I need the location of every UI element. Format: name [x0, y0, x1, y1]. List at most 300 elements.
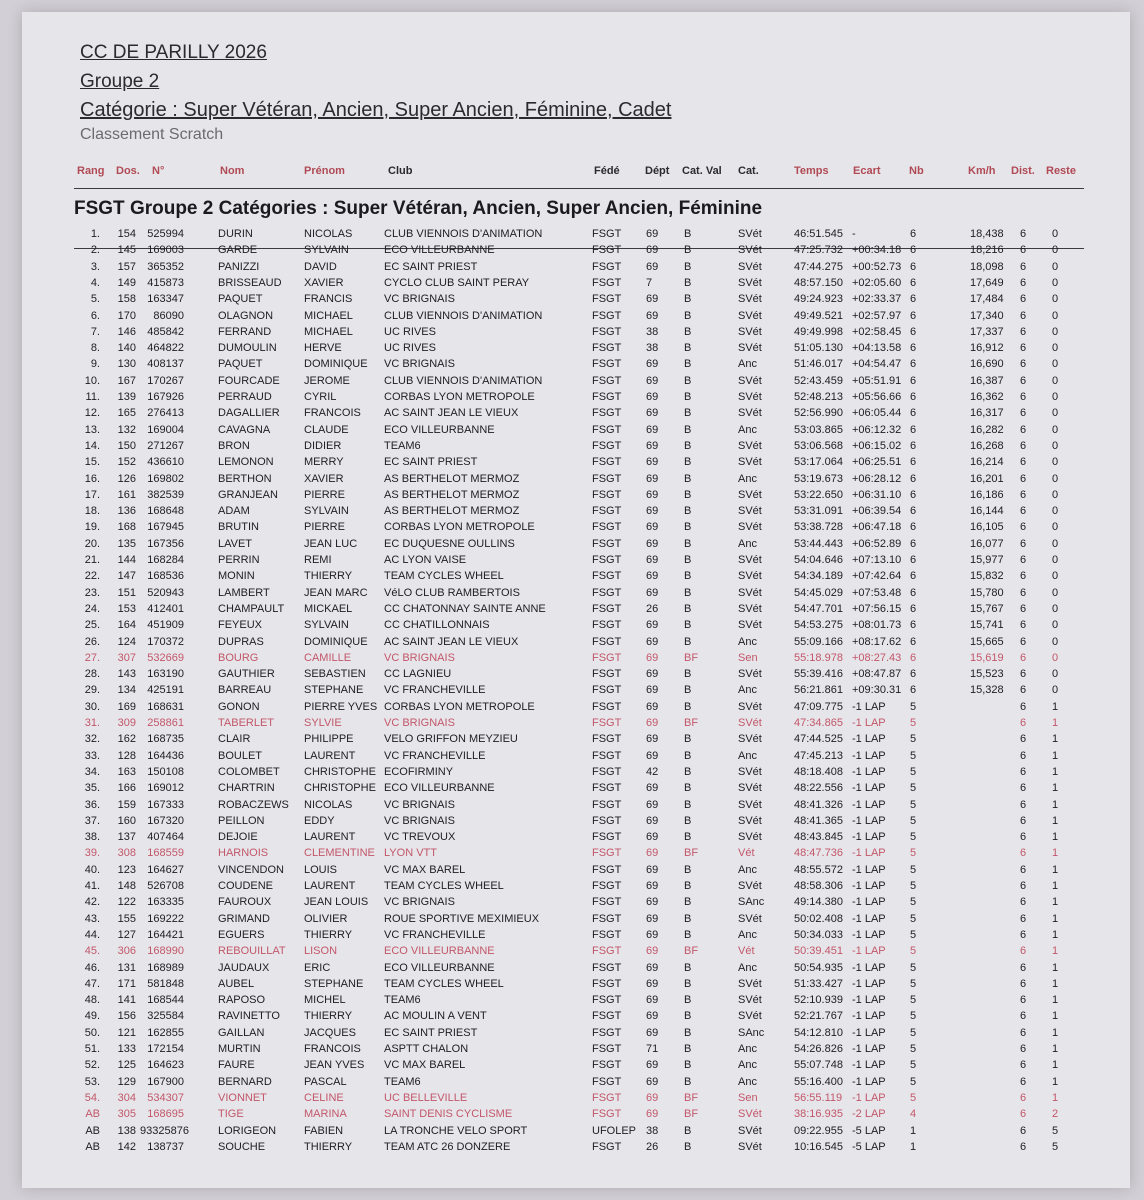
- cell-catval: B: [684, 473, 692, 485]
- cell-cat: SVét: [738, 701, 762, 713]
- cell-dos: 142: [117, 1141, 136, 1153]
- cell-dept: 69: [646, 521, 659, 533]
- cell-club: TEAM6: [384, 994, 421, 1006]
- cell-num: 168989: [147, 962, 184, 974]
- table-row: [22, 1139, 1130, 1155]
- cell-dos: 134: [117, 684, 136, 696]
- cell-cat: SVét: [738, 391, 762, 403]
- cell-dist: 6: [1020, 277, 1027, 289]
- cell-dept: 69: [646, 473, 659, 485]
- cell-nb: 1: [910, 1125, 917, 1137]
- cell-reste: 0: [1052, 619, 1059, 631]
- cell-club: VC BRIGNAIS: [384, 815, 455, 827]
- cell-reste: 1: [1052, 766, 1059, 778]
- cell-cat: SVét: [738, 619, 762, 631]
- cell-prenom: PIERRE: [304, 521, 345, 533]
- cell-dos: 171: [117, 978, 136, 990]
- cell-prenom: LOUIS: [304, 864, 338, 876]
- cell-nom: BARREAU: [218, 684, 272, 696]
- table-row: [22, 356, 1130, 372]
- cell-temps: 53:17.064: [794, 456, 843, 468]
- cell-temps: 56:55.119: [794, 1092, 843, 1104]
- table-row: [22, 682, 1130, 698]
- cell-dist: 6: [1020, 929, 1027, 941]
- cell-dist: 6: [1020, 456, 1027, 468]
- cell-catval: B: [684, 668, 692, 680]
- cell-rang: 25.: [84, 619, 100, 631]
- cell-kmh: 18,098: [970, 261, 1004, 273]
- cell-prenom: NICOLAS: [304, 228, 353, 240]
- cell-num: 168735: [147, 733, 184, 745]
- table-row: [22, 976, 1130, 992]
- cell-nb: 5: [910, 864, 917, 876]
- cell-cat: Anc: [738, 684, 757, 696]
- table-row: [22, 552, 1130, 568]
- cell-num: 169003: [147, 244, 184, 256]
- cell-club: VC BRIGNAIS: [384, 293, 455, 305]
- cell-catval: B: [684, 799, 692, 811]
- cell-ecart: +06:47.18: [852, 521, 902, 533]
- cell-cat: SVét: [738, 342, 762, 354]
- cell-prenom: XAVIER: [304, 473, 344, 485]
- cell-cat: SVét: [738, 228, 762, 240]
- cell-catval: B: [684, 587, 692, 599]
- cell-nom: REBOUILLAT: [218, 945, 286, 957]
- cell-prenom: FRANCOIS: [304, 1043, 361, 1055]
- cell-fede: FSGT: [592, 358, 622, 370]
- cell-nb: 5: [910, 929, 917, 941]
- cell-reste: 1: [1052, 1059, 1059, 1071]
- cell-kmh: 16,144: [970, 505, 1004, 517]
- cell-dist: 6: [1020, 342, 1027, 354]
- cell-dist: 6: [1020, 913, 1027, 925]
- cell-cat: SVét: [738, 310, 762, 322]
- cell-reste: 0: [1052, 489, 1059, 501]
- cell-ecart: -1 LAP: [852, 766, 886, 778]
- cell-temps: 47:25.732: [794, 244, 843, 256]
- cell-catval: B: [684, 244, 692, 256]
- cell-dos: 129: [117, 1076, 136, 1088]
- cell-dist: 6: [1020, 375, 1027, 387]
- cell-rang: 34.: [84, 766, 100, 778]
- cell-dos: 121: [117, 1027, 136, 1039]
- cell-cat: SVét: [738, 880, 762, 892]
- cell-fede: FSGT: [592, 619, 622, 631]
- cell-fede: FSGT: [592, 440, 622, 452]
- cell-dept: 69: [646, 424, 659, 436]
- cell-dept: 69: [646, 1108, 659, 1120]
- cell-club: AC LYON VAISE: [384, 554, 467, 566]
- cell-reste: 0: [1052, 407, 1059, 419]
- col-nom: Nom: [220, 165, 245, 177]
- cell-dos: 169: [117, 701, 136, 713]
- cell-ecart: -1 LAP: [852, 929, 886, 941]
- cell-prenom: PASCAL: [304, 1076, 347, 1088]
- cell-temps: 54:26.826: [794, 1043, 843, 1055]
- cell-catval: B: [684, 733, 692, 745]
- cell-cat: SVét: [738, 799, 762, 811]
- cell-temps: 55:09.166: [794, 636, 843, 648]
- cell-club: ROUE SPORTIVE MEXIMIEUX: [384, 913, 540, 925]
- cell-dept: 38: [646, 326, 659, 338]
- cell-dist: 6: [1020, 864, 1027, 876]
- cell-nb: 5: [910, 1059, 917, 1071]
- cell-dept: 69: [646, 978, 659, 990]
- table-row: [22, 275, 1130, 291]
- cell-num: 168631: [147, 701, 184, 713]
- cell-nb: 6: [910, 652, 917, 664]
- cell-catval: BF: [684, 945, 699, 957]
- cell-catval: B: [684, 489, 692, 501]
- cell-nb: 6: [910, 342, 917, 354]
- table-row: [22, 731, 1130, 747]
- cell-kmh: 18,216: [970, 244, 1004, 256]
- cell-nom: TIGE: [218, 1108, 244, 1120]
- cell-rang: 14.: [84, 440, 100, 452]
- cell-dist: 6: [1020, 1043, 1027, 1055]
- cell-dist: 6: [1020, 750, 1027, 762]
- cell-prenom: JEAN LOUIS: [304, 896, 369, 908]
- cell-cat: Anc: [738, 1076, 757, 1088]
- cell-cat: Anc: [738, 424, 757, 436]
- cell-dos: 156: [117, 1010, 136, 1022]
- cell-nom: BRON: [218, 440, 250, 452]
- cell-prenom: ERIC: [304, 962, 331, 974]
- cell-reste: 5: [1052, 1125, 1059, 1137]
- cell-prenom: SYLVAIN: [304, 505, 349, 517]
- cell-rang: 31.: [84, 717, 100, 729]
- table-row: [22, 1008, 1130, 1024]
- cell-num: 464822: [147, 342, 184, 354]
- cell-dept: 69: [646, 701, 659, 713]
- cell-fede: FSGT: [592, 1059, 622, 1071]
- cell-reste: 0: [1052, 342, 1059, 354]
- cell-catval: BF: [684, 1108, 699, 1120]
- cell-club: CLUB VIENNOIS D'ANIMATION: [384, 310, 543, 322]
- cell-nb: 5: [910, 750, 917, 762]
- cell-temps: 54:47.701: [794, 603, 843, 615]
- cell-temps: 49:24.923: [794, 293, 843, 305]
- cell-temps: 53:22.650: [794, 489, 843, 501]
- col-cat: Cat.: [738, 165, 759, 177]
- cell-dept: 71: [646, 1043, 659, 1055]
- table-row: [22, 259, 1130, 275]
- cell-temps: 54:34.189: [794, 570, 843, 582]
- cell-reste: 0: [1052, 375, 1059, 387]
- cell-prenom: SEBASTIEN: [304, 668, 366, 680]
- cell-club: AC SAINT JEAN LE VIEUX: [384, 636, 519, 648]
- cell-dos: 123: [117, 864, 136, 876]
- cell-dist: 6: [1020, 570, 1027, 582]
- cell-fede: FSGT: [592, 424, 622, 436]
- cell-catval: B: [684, 407, 692, 419]
- cell-nom: FERRAND: [218, 326, 272, 338]
- col-dos: Dos.: [116, 165, 140, 177]
- cell-dept: 69: [646, 717, 659, 729]
- cell-catval: B: [684, 1141, 692, 1153]
- cell-ecart: -: [852, 228, 856, 240]
- cell-dept: 69: [646, 391, 659, 403]
- cell-kmh: 17,337: [970, 326, 1004, 338]
- cell-dept: 69: [646, 684, 659, 696]
- cell-prenom: STEPHANE: [304, 684, 364, 696]
- cell-club: VC MAX BAREL: [384, 1059, 466, 1071]
- cell-reste: 1: [1052, 978, 1059, 990]
- cell-nb: 5: [910, 799, 917, 811]
- cell-temps: 48:18.408: [794, 766, 843, 778]
- cell-cat: SVét: [738, 407, 762, 419]
- cell-nb: 6: [910, 587, 917, 599]
- cell-dos: 307: [117, 652, 136, 664]
- cell-catval: B: [684, 750, 692, 762]
- cell-fede: FSGT: [592, 342, 622, 354]
- cell-cat: SVét: [738, 326, 762, 338]
- cell-num: 172154: [147, 1043, 184, 1055]
- cell-nb: 5: [910, 782, 917, 794]
- cell-ecart: +08:17.62: [852, 636, 902, 648]
- cell-fede: FSGT: [592, 913, 622, 925]
- cell-dist: 6: [1020, 962, 1027, 974]
- cell-rang: 24.: [84, 603, 100, 615]
- cell-cat: SVét: [738, 375, 762, 387]
- table-row: [22, 389, 1130, 405]
- cell-cat: SVét: [738, 766, 762, 778]
- cell-nb: 5: [910, 1010, 917, 1022]
- cell-ecart: -1 LAP: [852, 1010, 886, 1022]
- cell-kmh: 15,767: [970, 603, 1004, 615]
- cell-dept: 69: [646, 799, 659, 811]
- cell-rang: 20.: [84, 538, 100, 550]
- cell-dos: 132: [117, 424, 136, 436]
- cell-cat: SVét: [738, 978, 762, 990]
- cell-fede: FSGT: [592, 326, 622, 338]
- cell-dist: 6: [1020, 1010, 1027, 1022]
- cell-ecart: +05:51.91: [852, 375, 902, 387]
- cell-reste: 1: [1052, 782, 1059, 794]
- cell-nom: LAMBERT: [218, 587, 270, 599]
- cell-catval: B: [684, 342, 692, 354]
- cell-ecart: -1 LAP: [852, 945, 886, 957]
- cell-dept: 69: [646, 668, 659, 680]
- cell-club: CC CHATILLONNAIS: [384, 619, 490, 631]
- cell-nb: 6: [910, 310, 917, 322]
- cell-fede: FSGT: [592, 570, 622, 582]
- cell-cat: SVét: [738, 717, 762, 729]
- cell-dos: 152: [117, 456, 136, 468]
- cell-nom: GAILLAN: [218, 1027, 265, 1039]
- cell-dos: 150: [117, 440, 136, 452]
- cell-ecart: -1 LAP: [852, 733, 886, 745]
- cell-dept: 69: [646, 962, 659, 974]
- cell-club: VéLO CLUB RAMBERTOIS: [384, 587, 520, 599]
- cell-num: 163335: [147, 896, 184, 908]
- cell-dist: 6: [1020, 799, 1027, 811]
- cell-fede: FSGT: [592, 587, 622, 599]
- cell-fede: FSGT: [592, 766, 622, 778]
- cell-dept: 69: [646, 440, 659, 452]
- cell-nom: VIONNET: [218, 1092, 267, 1104]
- cell-cat: Sen: [738, 1092, 758, 1104]
- cell-num: 534307: [147, 1092, 184, 1104]
- cell-prenom: MICHEL: [304, 994, 346, 1006]
- cell-kmh: 17,649: [970, 277, 1004, 289]
- cell-nom: SOUCHE: [218, 1141, 266, 1153]
- cell-fede: FSGT: [592, 1076, 622, 1088]
- cell-club: UC RIVES: [384, 326, 436, 338]
- cell-rang: 23.: [84, 587, 100, 599]
- cell-ecart: -1 LAP: [852, 847, 886, 859]
- cell-nb: 5: [910, 701, 917, 713]
- cell-nom: CLAIR: [218, 733, 251, 745]
- cell-temps: 53:31.091: [794, 505, 843, 517]
- cell-fede: FSGT: [592, 407, 622, 419]
- cell-reste: 0: [1052, 554, 1059, 566]
- cell-rang: 3.: [90, 261, 100, 273]
- cell-reste: 1: [1052, 1043, 1059, 1055]
- cell-reste: 1: [1052, 717, 1059, 729]
- cell-kmh: 17,484: [970, 293, 1004, 305]
- cell-nb: 5: [910, 994, 917, 1006]
- cell-num: 167356: [147, 538, 184, 550]
- table-row: [22, 829, 1130, 845]
- cell-reste: 1: [1052, 1092, 1059, 1104]
- cell-reste: 1: [1052, 945, 1059, 957]
- cell-prenom: STEPHANE: [304, 978, 364, 990]
- cell-prenom: CELINE: [304, 1092, 344, 1104]
- cell-fede: FSGT: [592, 1043, 622, 1055]
- cell-reste: 1: [1052, 1010, 1059, 1022]
- cell-dept: 69: [646, 310, 659, 322]
- cell-dept: 69: [646, 489, 659, 501]
- cell-kmh: 15,832: [970, 570, 1004, 582]
- cell-club: VC BRIGNAIS: [384, 358, 455, 370]
- cell-fede: FSGT: [592, 244, 622, 256]
- cell-dos: 167: [117, 375, 136, 387]
- cell-ecart: -5 LAP: [852, 1141, 886, 1153]
- cell-dist: 6: [1020, 880, 1027, 892]
- cell-rang: 46.: [84, 962, 100, 974]
- cell-club: ECO VILLEURBANNE: [384, 424, 495, 436]
- cell-nom: DUMOULIN: [218, 342, 277, 354]
- table-row: [22, 519, 1130, 535]
- cell-ecart: +07:13.10: [852, 554, 902, 566]
- cell-reste: 1: [1052, 962, 1059, 974]
- cell-ecart: -5 LAP: [852, 1125, 886, 1137]
- cell-cat: SVét: [738, 1010, 762, 1022]
- cell-fede: FSGT: [592, 896, 622, 908]
- cell-reste: 0: [1052, 358, 1059, 370]
- cell-num: 167320: [147, 815, 184, 827]
- cell-fede: FSGT: [592, 1010, 622, 1022]
- cell-num: 415873: [147, 277, 184, 289]
- cell-nom: LAVET: [218, 538, 253, 550]
- cell-cat: SVét: [738, 913, 762, 925]
- cell-reste: 0: [1052, 668, 1059, 680]
- header-rule: [74, 188, 1084, 189]
- cell-num: 169802: [147, 473, 184, 485]
- table-row: [22, 471, 1130, 487]
- cell-catval: B: [684, 505, 692, 517]
- cell-reste: 0: [1052, 310, 1059, 322]
- cell-club: CORBAS LYON METROPOLE: [384, 701, 535, 713]
- cell-temps: 55:16.400: [794, 1076, 843, 1088]
- cell-catval: B: [684, 962, 692, 974]
- cell-nb: 6: [910, 668, 917, 680]
- cell-num: 164623: [147, 1059, 184, 1071]
- cell-prenom: JEAN YVES: [304, 1059, 365, 1071]
- col-catval: Cat. Val: [682, 165, 722, 177]
- cell-temps: 47:09.775: [794, 701, 843, 713]
- cell-club: EC SAINT PRIEST: [384, 261, 478, 273]
- cell-dist: 6: [1020, 228, 1027, 240]
- cell-num: 168284: [147, 554, 184, 566]
- cell-prenom: THIERRY: [304, 929, 353, 941]
- cell-temps: 49:14.380: [794, 896, 843, 908]
- cell-dist: 6: [1020, 473, 1027, 485]
- cell-catval: B: [684, 978, 692, 990]
- cell-club: CYCLO CLUB SAINT PERAY: [384, 277, 530, 289]
- cell-fede: FSGT: [592, 994, 622, 1006]
- cell-fede: FSGT: [592, 375, 622, 387]
- cell-catval: B: [684, 521, 692, 533]
- cell-ecart: -1 LAP: [852, 782, 886, 794]
- cell-club: LA TRONCHE VELO SPORT: [384, 1125, 528, 1137]
- cell-reste: 1: [1052, 701, 1059, 713]
- cell-dept: 69: [646, 636, 659, 648]
- cell-num: 425191: [147, 684, 184, 696]
- cell-temps: 52:21.767: [794, 1010, 843, 1022]
- cell-prenom: LAURENT: [304, 880, 356, 892]
- category-title: Catégorie : Super Vétéran, Ancien, Super Ancien, Féminine, Cadet: [80, 99, 672, 121]
- cell-reste: 0: [1052, 277, 1059, 289]
- cell-reste: 0: [1052, 293, 1059, 305]
- cell-rang: 40.: [84, 864, 100, 876]
- cell-dos: 304: [117, 1092, 136, 1104]
- cell-reste: 1: [1052, 864, 1059, 876]
- cell-kmh: 16,214: [970, 456, 1004, 468]
- cell-nom: PEILLON: [218, 815, 265, 827]
- cell-dos: 130: [117, 358, 136, 370]
- cell-rang: 38.: [84, 831, 100, 843]
- table-row: [22, 862, 1130, 878]
- cell-cat: SVét: [738, 815, 762, 827]
- cell-dos: 159: [117, 799, 136, 811]
- cell-dos: 122: [117, 896, 136, 908]
- cell-nb: 6: [910, 440, 917, 452]
- cell-dept: 69: [646, 554, 659, 566]
- cell-dist: 6: [1020, 1027, 1027, 1039]
- table-row: [22, 422, 1130, 438]
- cell-nb: 5: [910, 815, 917, 827]
- cell-nom: GRIMAND: [218, 913, 270, 925]
- cell-fede: FSGT: [592, 1027, 622, 1039]
- cell-nb: 6: [910, 407, 917, 419]
- cell-kmh: 16,077: [970, 538, 1004, 550]
- cell-reste: 0: [1052, 652, 1059, 664]
- cell-club: SAINT DENIS CYCLISME: [384, 1108, 513, 1120]
- table-row: [22, 487, 1130, 503]
- cell-club: AS BERTHELOT MERMOZ: [384, 505, 520, 517]
- column-headers: [22, 165, 1130, 185]
- cell-nb: 6: [910, 570, 917, 582]
- cell-temps: 49:49.521: [794, 310, 843, 322]
- cell-rang: 5.: [90, 293, 100, 305]
- cell-reste: 1: [1052, 831, 1059, 843]
- cell-rang: 35.: [84, 782, 100, 794]
- cell-dist: 6: [1020, 636, 1027, 648]
- cell-rang: 17.: [84, 489, 100, 501]
- cell-prenom: DAVID: [304, 261, 337, 273]
